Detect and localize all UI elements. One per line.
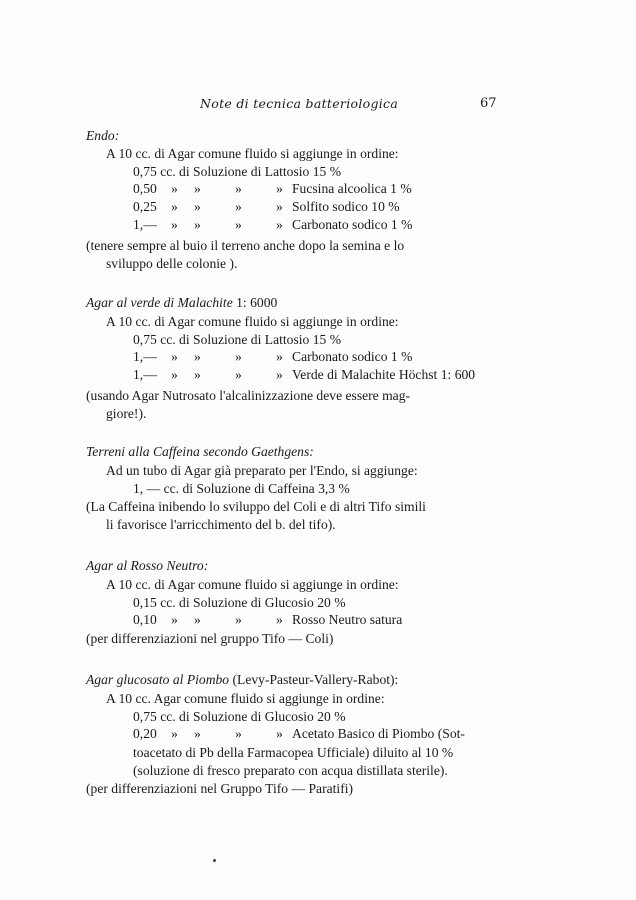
reagent: Rosso Neutro satura bbox=[292, 612, 403, 627]
ditto-mark: » bbox=[235, 217, 242, 232]
section-intro: Ad un tubo di Agar già preparato per l'Endo, si aggiunge: bbox=[106, 463, 418, 478]
ditto-mark: » bbox=[194, 349, 201, 364]
section-intro: A 10 cc. di Agar comune fluido si aggiunge in ordine: bbox=[106, 314, 399, 329]
ditto-mark: » bbox=[235, 612, 242, 627]
ditto-mark: » bbox=[235, 726, 242, 741]
note-line: (La Caffeina inibendo lo sviluppo del Coli e di altri Tifo simili bbox=[86, 499, 426, 514]
quantity: 1,— bbox=[133, 349, 157, 364]
ingredient-line: 0,75 cc. di Soluzione di Lattosio 15 % bbox=[133, 332, 342, 347]
quantity: 0,10 bbox=[133, 612, 157, 627]
ditto-mark: » bbox=[194, 217, 201, 232]
ingredient-line: 0,75 cc. di Soluzione di Lattosio 15 % bbox=[133, 164, 342, 179]
note-line: (per differenziazioni nel Gruppo Tifo — Paratifi) bbox=[86, 781, 354, 796]
note-line: (per differenziazioni nel gruppo Tifo — Coli) bbox=[86, 631, 334, 646]
page-number: 67 bbox=[480, 96, 497, 111]
quantity: 0,20 bbox=[133, 726, 157, 741]
section-intro: A 10 cc. di Agar comune fluido si aggiunge in ordine: bbox=[106, 577, 399, 592]
ingredient-line: 0,15 cc. di Soluzione di Glucosio 20 % bbox=[133, 595, 346, 610]
ditto-mark: » bbox=[171, 612, 178, 627]
ditto-mark: » bbox=[276, 349, 283, 364]
quantity: 0,50 bbox=[133, 181, 157, 196]
ditto-mark: » bbox=[235, 367, 242, 382]
reagent: Solfito sodico 10 % bbox=[292, 199, 400, 214]
ditto-mark: » bbox=[235, 199, 242, 214]
ditto-mark: » bbox=[171, 367, 178, 382]
section-title-text: Agar al verde di Malachite bbox=[86, 295, 233, 310]
reagent: Acetato Basico di Piombo (Sot- bbox=[292, 726, 465, 741]
note-line: li favorisce l'arricchimento del b. del tifo). bbox=[106, 517, 336, 532]
ditto-mark: » bbox=[194, 612, 201, 627]
section-title bbox=[86, 295, 277, 311]
ditto-mark: » bbox=[171, 217, 178, 232]
ditto-mark: » bbox=[171, 199, 178, 214]
ingredient-line: 0,75 cc. di Soluzione di Glucosio 20 % bbox=[133, 709, 346, 724]
continuation-line: (soluzione di fresco preparato con acqua distillata sterile). bbox=[133, 763, 448, 778]
continuation-line: toacetato di Pb della Farmacopea Ufficiale) diluito al 10 % bbox=[133, 745, 454, 760]
section-title-suffix: 1: 6000 bbox=[232, 295, 278, 310]
section-intro: A 10 cc. di Agar comune fluido si aggiunge in ordine: bbox=[106, 146, 399, 161]
reagent: Verde di Malachite Höchst 1: 600 bbox=[292, 367, 476, 382]
ditto-mark: » bbox=[276, 367, 283, 382]
section-intro: A 10 cc. Agar comune fluido si aggiunge in ordine: bbox=[106, 691, 385, 706]
ditto-mark: » bbox=[235, 181, 242, 196]
ditto-mark: » bbox=[194, 367, 201, 382]
ditto-mark: » bbox=[171, 349, 178, 364]
ditto-mark: » bbox=[194, 726, 201, 741]
ditto-mark: » bbox=[235, 349, 242, 364]
section-title-suffix: (Levy-Pasteur-Vallery-Rabot): bbox=[229, 672, 399, 687]
ditto-mark: » bbox=[276, 217, 283, 232]
quantity: 1,— bbox=[133, 217, 157, 232]
quantity: 0,25 bbox=[133, 199, 157, 214]
ditto-mark: » bbox=[194, 199, 201, 214]
quantity: 1,— bbox=[133, 367, 157, 382]
ditto-mark: » bbox=[194, 181, 201, 196]
section-title: Endo: bbox=[86, 128, 120, 143]
reagent: Carbonato sodico 1 % bbox=[292, 349, 413, 364]
ditto-mark: » bbox=[276, 181, 283, 196]
section-title: Terreni alla Caffeina secondo Gaethgens: bbox=[86, 444, 314, 459]
page-header bbox=[0, 96, 636, 116]
ingredient-line: 1, — cc. di Soluzione di Caffeina 3,3 % bbox=[133, 481, 350, 496]
section-title-text: Agar glucosato al Piombo bbox=[86, 672, 230, 687]
page-speck bbox=[213, 859, 216, 862]
note-line: (usando Agar Nutrosato l'alcalinizzazione deve essere mag- bbox=[86, 388, 411, 403]
note-line: giore!). bbox=[106, 406, 147, 421]
running-title: Note di tecnica batteriologica bbox=[200, 96, 399, 111]
ditto-mark: » bbox=[171, 181, 178, 196]
note-line: sviluppo delle colonie ). bbox=[106, 256, 238, 271]
ditto-mark: » bbox=[276, 726, 283, 741]
ditto-mark: » bbox=[276, 612, 283, 627]
section-title: Agar al Rosso Neutro: bbox=[86, 558, 209, 573]
note-line: (tenere sempre al buio il terreno anche dopo la semina e lo bbox=[86, 238, 405, 253]
reagent: Carbonato sodico 1 % bbox=[292, 217, 413, 232]
ditto-mark: » bbox=[171, 726, 178, 741]
reagent: Fucsina alcoolica 1 % bbox=[292, 181, 412, 196]
section-title bbox=[86, 672, 398, 688]
ditto-mark: » bbox=[276, 199, 283, 214]
